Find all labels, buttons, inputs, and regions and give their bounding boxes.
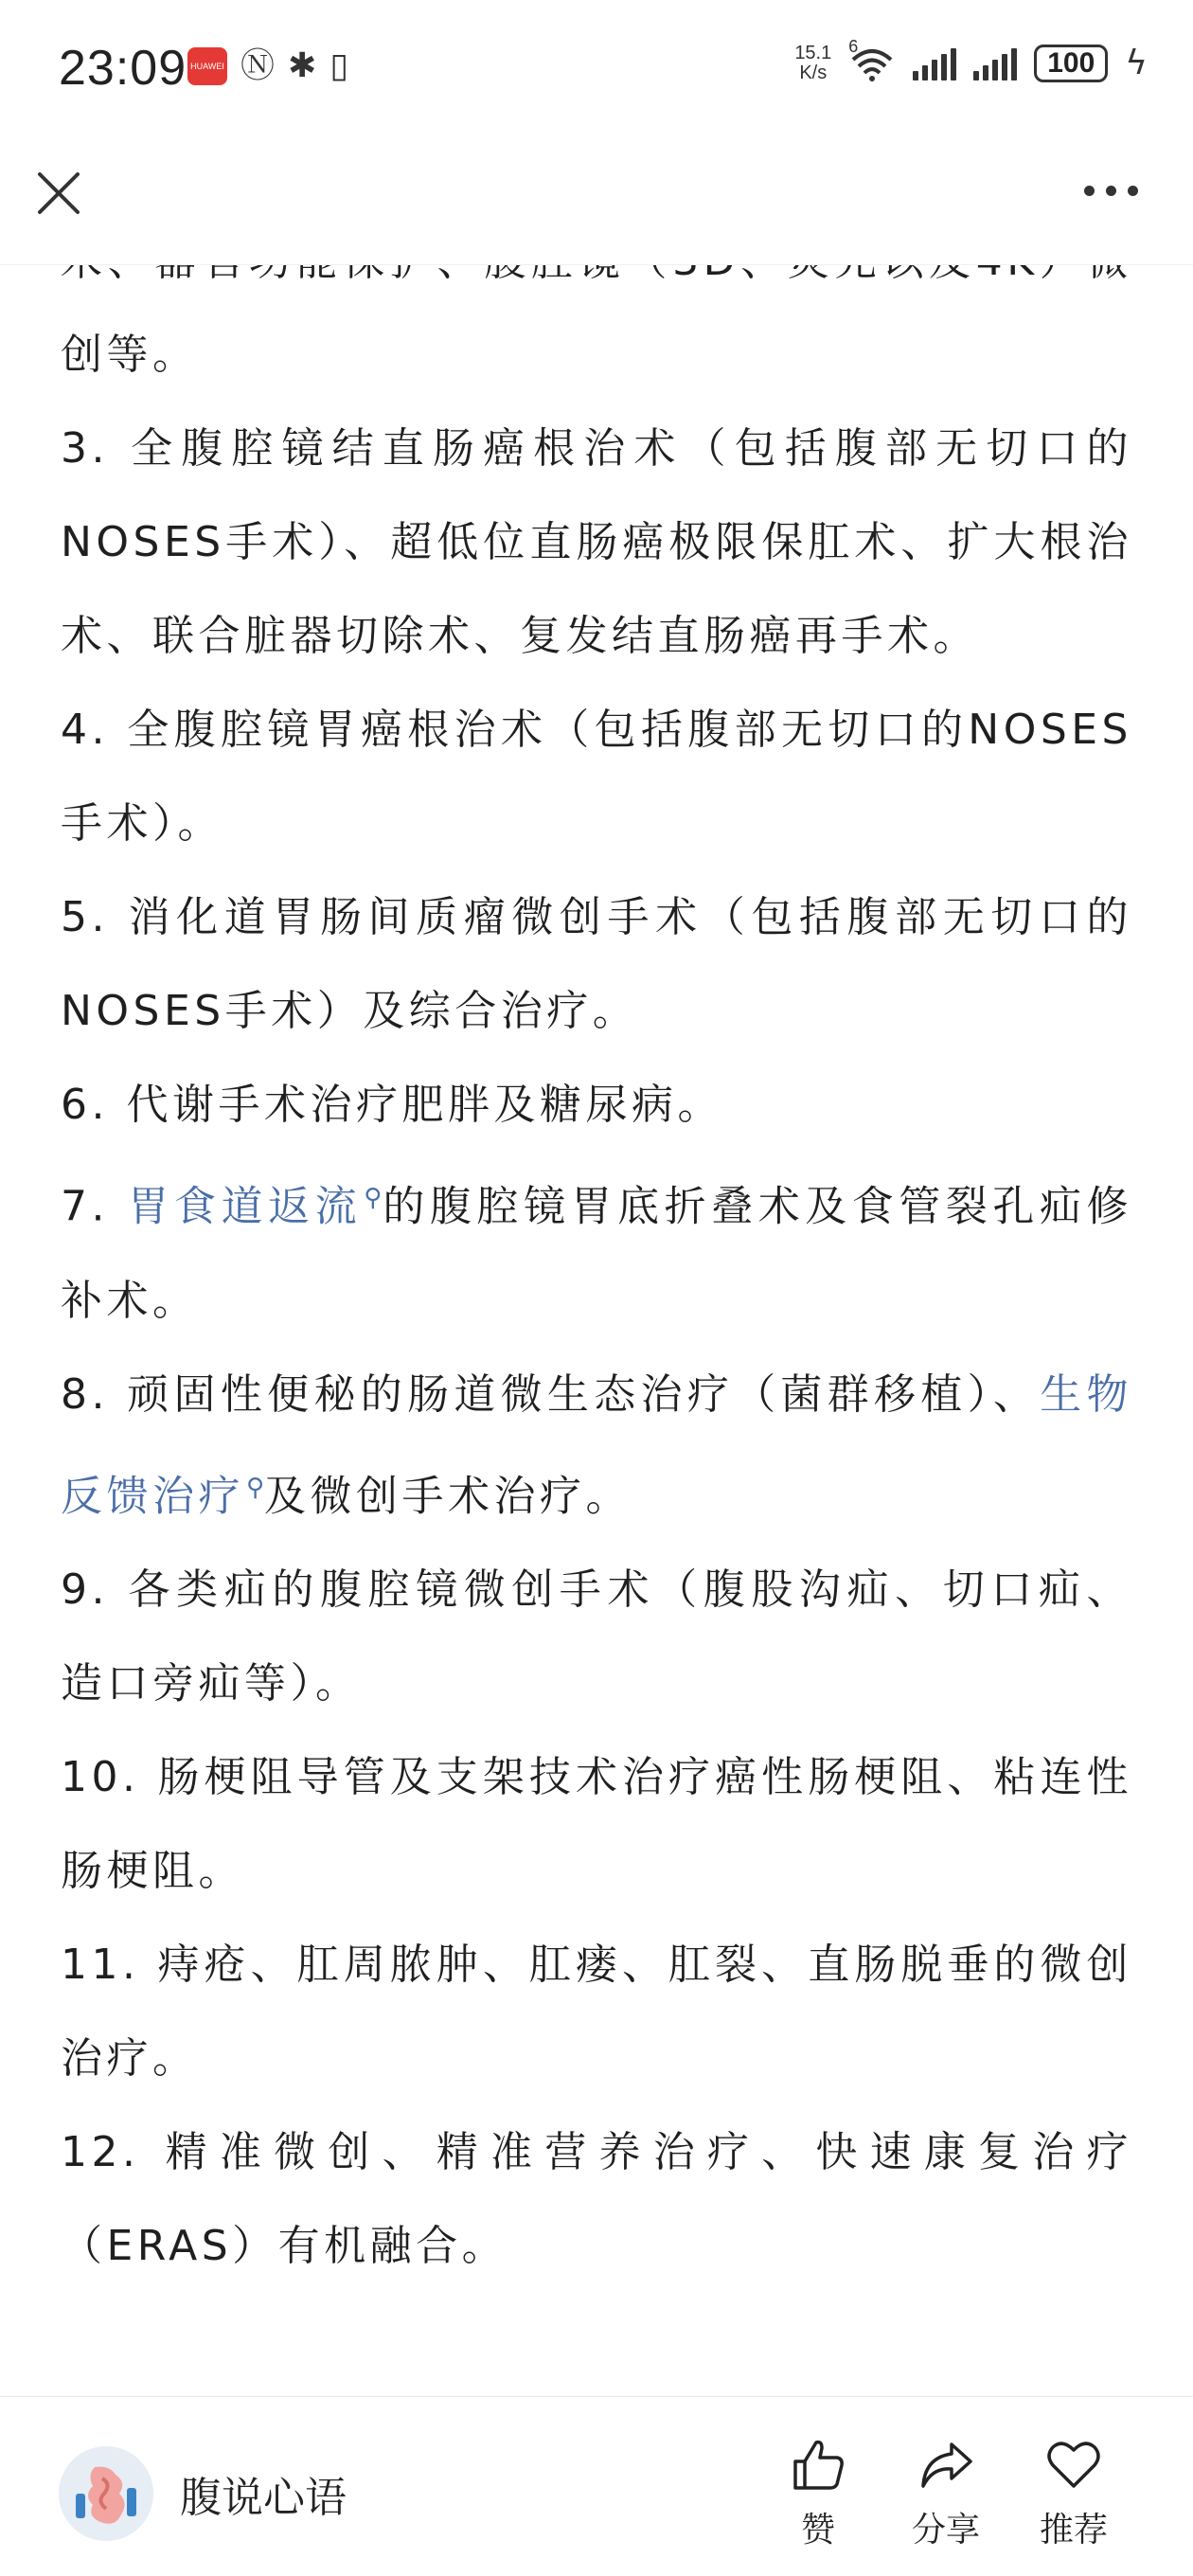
search-link[interactable]: 胃食道返流 [127, 1182, 363, 1231]
nfc-icon: Ⓝ [240, 46, 276, 85]
thumbs-up-icon [790, 2437, 846, 2494]
list-item: 3. 全腹腔镜结直肠癌根治术（包括腹部无切口的NOSES手术）、超低位直肠癌极限保肛术、扩大根治术、联合脏器切除术、复发结直肠癌再手术。 [61, 424, 1132, 660]
signal-strength-icon-2 [973, 46, 1017, 80]
share-label: 分享 [911, 2511, 980, 2549]
status-right-icons [794, 37, 1148, 83]
account-name[interactable]: 腹说心语 [180, 2474, 347, 2522]
list-item-text: 及微创手术治疗。 [264, 1472, 632, 1521]
search-icon[interactable]: ⚲ [246, 1473, 265, 1502]
heart-icon [1045, 2437, 1102, 2494]
battery-indicator: 100 [1034, 45, 1108, 82]
signal-strength-icon-1 [913, 46, 956, 80]
status-time: 23:09 [59, 41, 187, 96]
list-item: 4. 全腹腔镜胃癌根治术（包括腹部无切口的NOSES手术）。 [61, 706, 1132, 848]
list-item-prefix: 7. [61, 1182, 128, 1231]
article-body [61, 214, 1132, 2293]
list-item [61, 1152, 1132, 1348]
list-item: 9. 各类疝的腹腔镜微创手术（腹股沟疝、切口疝、造口旁疝等）。 [61, 1565, 1132, 1708]
network-type: 6 [848, 37, 859, 56]
top-navigation-bar [0, 133, 1193, 265]
close-icon[interactable] [34, 169, 83, 218]
share-button[interactable] [894, 2437, 998, 2551]
search-link[interactable]: 生物反馈治疗 [61, 1369, 1132, 1521]
list-item: 11. 痔疮、肛周脓肿、肛瘘、肛裂、直肠脱垂的微创治疗。 [61, 1941, 1132, 2084]
status-left-icons [187, 47, 348, 85]
search-icon[interactable]: ⚲ [364, 1184, 383, 1212]
share-icon [917, 2437, 974, 2494]
recommend-button[interactable] [1022, 2437, 1126, 2551]
wifi-icon [848, 37, 896, 82]
network-speed-unit: K/s [799, 63, 828, 83]
list-item-prefix: 8. 顽固性便秘的肠道微生态治疗（菌群移植）、 [61, 1369, 1041, 1419]
bottom-action-bar [0, 2396, 1193, 2576]
avatar[interactable] [59, 2446, 153, 2541]
recommend-label: 推荐 [1039, 2511, 1108, 2549]
list-item: 6. 代谢手术治疗肥胖及糖尿病。 [61, 1081, 723, 1129]
bluetooth-icon: ✱ [288, 46, 317, 85]
like-button[interactable] [766, 2437, 870, 2551]
status-bar [0, 0, 1193, 133]
network-speed [794, 44, 831, 83]
list-item-partial: 创等。 [61, 331, 199, 379]
list-item: 12. 精准微创、精准营养治疗、快速康复治疗（ERAS）有机融合。 [61, 2128, 1132, 2271]
vibrate-icon: ▯ [329, 46, 348, 85]
huawei-app-icon: HUAWEI [187, 47, 227, 85]
list-item [61, 1348, 1132, 1544]
list-item: 5. 消化道胃肠间质瘤微创手术（包括腹部无切口的NOSES手术）及综合治疗。 [61, 893, 1132, 1035]
more-icon[interactable] [1084, 186, 1138, 196]
list-item-text: 的腹腔镜胃底折叠术及食管裂孔疝修补术。 [61, 1182, 1133, 1325]
charging-icon: ϟ [1125, 44, 1148, 82]
list-item: 10. 肠梗阻导管及支架技术治疗癌性肠梗阻、粘连性肠梗阻。 [61, 1753, 1132, 1896]
like-label: 赞 [800, 2511, 835, 2549]
network-speed-value: 15.1 [794, 43, 832, 63]
